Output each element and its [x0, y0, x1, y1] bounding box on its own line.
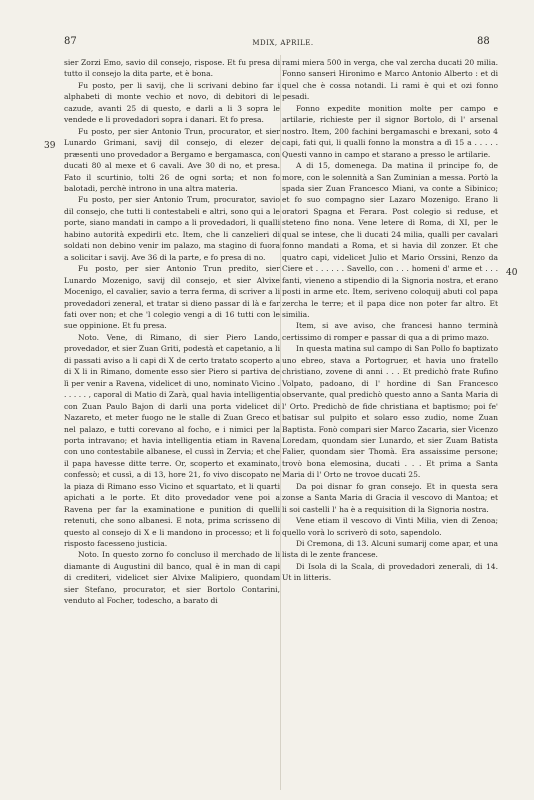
- paragraph: Da poi disnar fo gran consejo. Et in questa sera zonse a Santa Maria di Gracia il vescovo di Mantoa; et li soi castelli l' ha è a requisition di la Signoria nostra.: [282, 481, 498, 514]
- paragraph: Fu posto, per sier Antonio Trum, procurator, savio dil consejo, che tutti li contestabeli e altri, sono qui a le porte, siano mandati in campo a li provedadori, li qualli habino autorità expedirli etc. Item, che li canzelieri di soldati non debino venir im palazo, ma stagino di fuora a solicitar i savij. Ave 36 di la parte, e fo presa di no.: [64, 195, 280, 262]
- column-divider: [280, 55, 281, 790]
- paragraph: Noto. Vene, di Rimano, di sier Piero Lando, provedador, et sier Zuan Griti, podestà et capetanio, a li di passati aviso a li capi di X de certo tratato scoperto a di X li in Rimano, domente esso sier Piero si partiva de lì per venir a Ravena, videlicet di uno, nominato Vicino . . . . . . , caporal di Matio di Zarà, qual havia intelligentia con Zuan Paulo Bajon di darli una porta videlicet di Nazareto, et meter fuogo ne le stalle di Zuan Greco et nel palazo, e tutti corevano al focho, e i nimici per la porta intravano; et havia intelligentia etiam in Ravena con uno contestabile albanese, el cussì in Zervia; et che il papa havesse ditte terre. Or, scoperto et examinato, confessò; et cussì, a di 13, hore 21, fo vivo discopato ne la piaza di Rimano esso Vicino et squartato, et li quarti apichati a le porte. Et dito provedador vene poi a Ravena per far la examinatione e punition di quelli retenuti, che sono albanesi. E nota, prima scrisseno di questo al consejo di X e li mandono in processo; et li fo risposto facesseno justicia.: [64, 332, 280, 549]
- paragraph: Noto. In questo zorno fo concluso il merchado de li diamante di Augustini dil banco, qual è in man di capi di crediteri, videlicet sier Alvixe Malipiero, quondam sier Stefano, procurator, et sier Bortolo Contarini, venduto al Focher, todescho, a barato di: [64, 550, 280, 606]
- right-column: [282, 57, 498, 584]
- paragraph: Fu posto, per sier Antonio Trun, procurator, et sier Lunardo Grimani, savij dil consejo, di elezer de præsenti uno provedador a Bergamo e bergamasca, con ducati 80 al mexe et 6 cavali. Ave 30 di no, et presa. Fato il scurtinio, tolti 26 de ogni sorta; et non fo balotadi, perchè introno in una altra materia.: [64, 126, 280, 193]
- paragraph: A di 15, domenega. Da matina il principe fo, de more, con le solennità a San Zuminian a messa. Portò la spada sier Zuan Francesco Miani, va conte a Sibinico; et fo suo compagno sier Lazaro Mozenigo. Erano li oratori Spagna et Ferara. Post colegio si reduse, et steteno fino nona. Vene letere di Roma, di XI, per le qual se intese, che li ducati 24 milia, qualli per cavalari fonno mandati a Roma, et si havia dil zonzer. Et che quatro capi, videlicet Julio et Mario Orssini, Renzo da Ciere et . . . . . . Savello, con . . . homeni d' arme et . . . fanti, vieneno a stipendio di la Signoria nostra, et erano posti in arme etc. Item, seriveno coloquij abuti col papa zercha le terre; et il papa dice non poter far altro. Et similia.: [282, 161, 498, 319]
- paragraph: Vene etiam il vescovo di Vinti Milia, vien di Zenoa; quello vorà lo scriverò di soto, sapendolo.: [282, 516, 498, 537]
- page-number-left: 87: [64, 36, 77, 47]
- page-number-right: 88: [477, 36, 490, 47]
- running-title: MDIX, APRILE.: [252, 39, 314, 47]
- paragraph: sier Zorzi Emo, savio dil consejo, rispose. Et fu presa di tutto il consejo la dita parte, et è bona.: [64, 58, 280, 79]
- paragraph: In questa matina sul campo di San Pollo fo baptizato uno ebreo, stava a Portogruer, et havia uno fratello christiano, zovene di anni . . . Et predichò frate Rufino Volpato, padoano, di l' hordine di San Francesco observante, qual predichò questo anno a Santa Maria di l' Orto. Predichò de fide christiana et baptismo; poi fe' batisar sul pulpito et solaro esso zudio, nome Zuan Baptista. Fonò compari sier Marco Zacaria, sier Vicenzo Loredam, quondam sier Lunardo, et sier Zuam Batista Falier, quondam sier Thomà. Era assaissime persone; trovò bona elemosina, ducati . . . Et prima a Santa Maria di l' Orto ne trovoe ducati 25.: [282, 344, 498, 480]
- paragraph: Di Isola di la Scala, di provedadori zenerali, di 14. Ut in litteris.: [282, 561, 498, 583]
- margin-number-right: 40: [506, 268, 518, 278]
- left-column: [64, 57, 280, 607]
- paragraph: Di Cremona, di 13. Alcuni sumarij come apar, et una lista di le zente francese.: [282, 539, 498, 560]
- paragraph: Fu posto, per sier Antonio Trun predito, sier Lunardo Mozenigo, savij dil consejo, et sier Alvixe Mocenigo, el cavalier, savio a terra ferma, di scriver a li provedadori zeneral, et tratar si dieno passar di là e far fati over non; et che 'l colegio vengi a di 16 tutti con le sue oppinione. Et fu presa.: [64, 264, 280, 331]
- paragraph: Fonno expedite monition molte per campo e artilarie, richieste per il signor Bortolo, di l' arsenal nostro. Item, 200 fachini bergamaschi e brexani, soto 4 capi, fati qui, li qualli fonno la monstra a dì 15 a . . . . . Questi vanno in campo et starano a presso le artilarie.: [282, 103, 498, 159]
- paragraph: Fu posto, per li savij, che li scrivani debino far i alphabeti di monte vechio et novo, di debitori di le cazude, avanti 25 di questo, e darli a li 3 sopra le vendede e li provedadori sopra i danari. Et fo presa.: [64, 80, 280, 125]
- margin-number-left: 39: [44, 141, 56, 151]
- paragraph: rami miera 500 in verga, che val zercha ducati 20 milia. Fonno sanseri Hironimo e Marco Antonio Alberto : et di quel che è cossa notandi. Li rami è qui et ozi fonno pesadi.: [282, 58, 498, 102]
- paragraph: Item, si ave aviso, che francesi hanno terminà certissimo di romper e passar di qua a di primo mazo.: [282, 321, 498, 342]
